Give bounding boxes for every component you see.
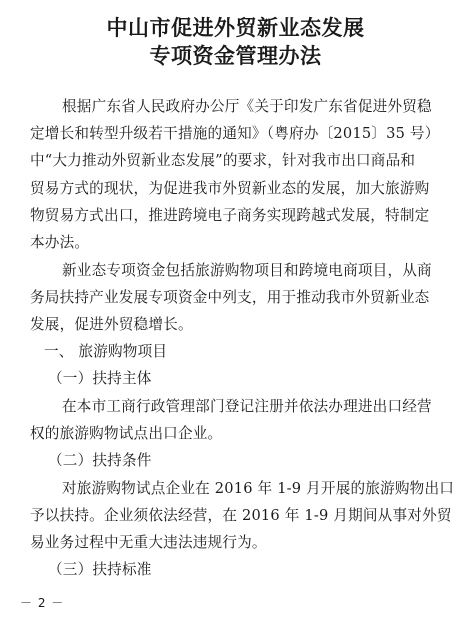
subsection-1-heading: （一）扶持主体 [48, 370, 152, 387]
document-title-line-2: 专项资金管理办法 [149, 44, 322, 68]
subsection-2-line-2: 予以扶持。企业须依法经营，在 2016 年 1-9 月期间从事对外贸 [30, 507, 452, 524]
subsection-2-line-1: 对旅游购物试点企业在 2016 年 1-9 月开展的旅游购物出口 [62, 480, 455, 497]
paragraph-1-line-2: 定增长和转型升级若干措施的通知》（粤府办〔2015〕35 号） [30, 125, 440, 142]
subsection-2-heading: （二）扶持条件 [48, 452, 152, 469]
section-1-heading: 一、 旅游购物项目 [44, 343, 168, 360]
paragraph-2-line-1: 新业态专项资金包括旅游购物项目和跨境电商项目，从商 [62, 262, 432, 279]
paragraph-1-line-1: 根据广东省人民政府办公厅《关于印发广东省促进外贸稳 [62, 98, 432, 115]
subsection-3-heading: （三）扶持标准 [48, 561, 152, 578]
paragraph-1-line-3: 中“大力推动外贸新业态发展”的要求，针对我市出口商品和 [30, 152, 416, 169]
paragraph-1-line-4: 贸易方式的现状，为促进我市外贸新业态的发展，加大旅游购 [30, 180, 430, 197]
paragraph-2-line-3: 发展，促进外贸稳增长。 [30, 316, 193, 333]
paragraph-2-line-2: 务局扶持产业发展专项资金中列支，用于推动我市外贸新业态 [30, 289, 430, 306]
document-title-line-1: 中山市促进外贸新业态发展 [106, 16, 365, 40]
paragraph-1-line-5: 物贸易方式出口，推进跨境电子商务实现跨越式发展，特制定 [30, 207, 430, 224]
subsection-2-line-3: 易业务过程中无重大违法违规行为。 [30, 534, 267, 551]
subsection-1-line-1: 在本市工商行政管理部门登记注册并依法办理进出口经营 [62, 398, 432, 415]
subsection-1-line-2: 权的旅游购物试点出口企业。 [30, 425, 223, 442]
paragraph-1-line-6: 本办法。 [30, 234, 90, 251]
page-number: － 2 － [20, 596, 65, 610]
